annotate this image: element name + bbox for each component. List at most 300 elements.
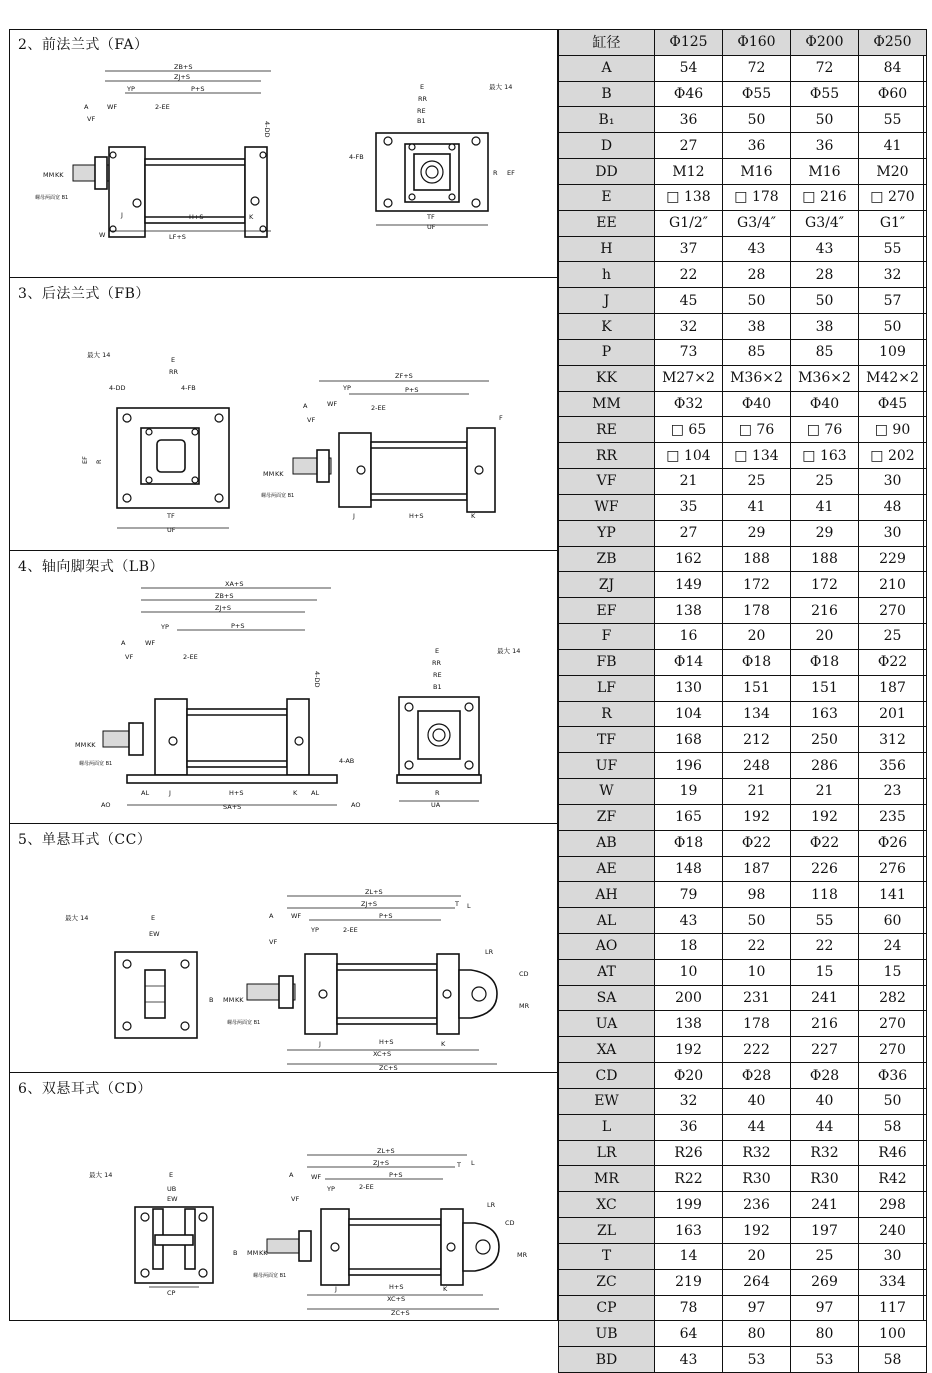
- table-row: [559, 546, 927, 572]
- value-cell: Φ46: [655, 81, 723, 107]
- dimension-label: J: [353, 512, 355, 520]
- value-cell: G1/2″: [655, 210, 723, 236]
- dimension-label: A: [303, 402, 308, 410]
- value-cell: 212: [723, 727, 791, 753]
- value-cell: G3/4″: [791, 210, 859, 236]
- table-row: [559, 1243, 927, 1269]
- value-cell: 45: [655, 288, 723, 314]
- param-name-cell: CD: [559, 1063, 655, 1089]
- dimension-label: CP: [167, 1289, 176, 1297]
- dimension-label: EW: [167, 1195, 178, 1203]
- dimension-label: KK: [55, 171, 64, 179]
- table-row: [559, 1063, 927, 1089]
- dimension-label: KK: [235, 996, 244, 1004]
- value-cell: 196: [655, 753, 723, 779]
- dimension-label: 螺母两面宽 B1: [227, 1020, 261, 1026]
- value-cell: 40: [791, 1088, 859, 1114]
- value-cell: 32: [859, 262, 927, 288]
- value-cell: 20: [723, 1243, 791, 1269]
- dimension-label: MM: [43, 171, 55, 179]
- value-cell: 141: [859, 882, 927, 908]
- param-name-cell: L: [559, 1114, 655, 1140]
- table-row: [559, 856, 927, 882]
- table-header-row: [559, 30, 927, 56]
- table-row: [559, 779, 927, 805]
- dimension-label: WF: [311, 1173, 322, 1181]
- value-cell: 22: [655, 262, 723, 288]
- param-name-cell: UB: [559, 1321, 655, 1347]
- dimension-label: J: [169, 789, 171, 797]
- value-cell: 57: [859, 288, 927, 314]
- value-cell: 20: [723, 624, 791, 650]
- param-name-cell: H: [559, 236, 655, 262]
- dimension-label: R: [435, 789, 440, 797]
- dimension-label: UB: [167, 1185, 177, 1193]
- param-name-cell: KK: [559, 365, 655, 391]
- param-name-cell: AL: [559, 908, 655, 934]
- dimension-label: MR: [519, 1002, 530, 1010]
- value-cell: Φ26: [859, 830, 927, 856]
- dimension-label: MM: [247, 1249, 259, 1257]
- dimension-label: J: [319, 1040, 321, 1048]
- value-cell: M42×2: [859, 365, 927, 391]
- value-cell: □ 163: [791, 443, 859, 469]
- value-cell: 188: [723, 546, 791, 572]
- value-cell: 60: [859, 908, 927, 934]
- axial-foot-drawing: [9, 551, 558, 824]
- value-cell: 229: [859, 546, 927, 572]
- dimension-label: H+S: [409, 512, 424, 520]
- dimension-label: H+S: [189, 213, 204, 221]
- value-cell: 36: [655, 1114, 723, 1140]
- value-cell: Φ18: [655, 830, 723, 856]
- param-name-cell: R: [559, 701, 655, 727]
- dimension-label: ZL+S: [365, 888, 383, 896]
- table-row: [559, 1140, 927, 1166]
- value-cell: 162: [655, 546, 723, 572]
- value-cell: 73: [655, 339, 723, 365]
- table-row: [559, 81, 927, 107]
- dimension-label: AO: [351, 801, 361, 809]
- dimension-label: VF: [269, 938, 278, 946]
- value-cell: 192: [723, 804, 791, 830]
- param-name-cell: F: [559, 624, 655, 650]
- value-cell: 30: [859, 469, 927, 495]
- value-cell: R46: [859, 1140, 927, 1166]
- value-cell: 216: [791, 1011, 859, 1037]
- value-cell: 25: [791, 469, 859, 495]
- table-row: [559, 908, 927, 934]
- dimension-label: KK: [87, 741, 96, 749]
- dimension-label: E: [435, 647, 440, 655]
- value-cell: 10: [723, 959, 791, 985]
- table-row: [559, 1347, 927, 1373]
- value-cell: 23: [859, 779, 927, 805]
- value-cell: 235: [859, 804, 927, 830]
- value-cell: 270: [859, 598, 927, 624]
- table-row: [559, 753, 927, 779]
- dimension-label: LR: [487, 1201, 496, 1209]
- value-cell: 248: [723, 753, 791, 779]
- dimension-label: AO: [101, 801, 111, 809]
- value-cell: R32: [723, 1140, 791, 1166]
- value-cell: □ 90: [859, 417, 927, 443]
- value-cell: 28: [723, 262, 791, 288]
- value-cell: 84: [859, 55, 927, 81]
- value-cell: Φ18: [723, 649, 791, 675]
- dimension-label: F: [499, 414, 503, 422]
- value-cell: Φ40: [723, 391, 791, 417]
- dimension-label: YP: [343, 384, 351, 392]
- value-cell: 38: [791, 314, 859, 340]
- param-name-cell: ZB: [559, 546, 655, 572]
- param-name-cell: UF: [559, 753, 655, 779]
- single-clevis-drawing: [9, 824, 558, 1073]
- dimension-label: B1: [417, 117, 426, 125]
- table-row: [559, 288, 927, 314]
- dimension-label: L: [471, 1159, 475, 1167]
- value-cell: 18: [655, 933, 723, 959]
- table-row: [559, 624, 927, 650]
- param-name-cell: CP: [559, 1295, 655, 1321]
- param-name-cell: VF: [559, 469, 655, 495]
- value-cell: 32: [655, 314, 723, 340]
- value-cell: 163: [655, 1218, 723, 1244]
- value-cell: 38: [723, 314, 791, 340]
- param-name-cell: YP: [559, 520, 655, 546]
- table-row: [559, 1037, 927, 1063]
- value-cell: Φ18: [791, 649, 859, 675]
- value-cell: R32: [791, 1140, 859, 1166]
- value-cell: 58: [859, 1347, 927, 1373]
- dimension-label: AL: [141, 789, 150, 797]
- value-cell: 79: [655, 882, 723, 908]
- param-name-cell: ZL: [559, 1218, 655, 1244]
- param-name-cell: D: [559, 133, 655, 159]
- value-cell: 85: [791, 339, 859, 365]
- value-cell: Φ20: [655, 1063, 723, 1089]
- param-name-cell: RE: [559, 417, 655, 443]
- dimension-label: MM: [263, 470, 275, 478]
- param-name-cell: FB: [559, 649, 655, 675]
- value-cell: Φ22: [859, 649, 927, 675]
- dimension-label: WF: [145, 639, 156, 647]
- value-cell: 270: [859, 1011, 927, 1037]
- value-cell: □ 76: [791, 417, 859, 443]
- dimension-label: K: [293, 789, 298, 797]
- dimension-label: 4-DD: [313, 671, 321, 688]
- value-cell: □ 216: [791, 184, 859, 210]
- dimension-label: E: [169, 1171, 174, 1179]
- param-name-cell: EF: [559, 598, 655, 624]
- dimension-label: ZF+S: [395, 372, 413, 380]
- table-row: [559, 1166, 927, 1192]
- dimension-label: WF: [291, 912, 302, 920]
- table-row: [559, 649, 927, 675]
- dimension-label: E: [151, 914, 156, 922]
- value-cell: 250: [791, 727, 859, 753]
- dimension-label: A: [84, 103, 89, 111]
- dimension-label: R: [95, 459, 103, 464]
- value-cell: □ 178: [723, 184, 791, 210]
- param-name-cell: AB: [559, 830, 655, 856]
- value-cell: □ 270: [859, 184, 927, 210]
- param-name-cell: AT: [559, 959, 655, 985]
- dimension-label: ZJ+S: [373, 1159, 389, 1167]
- value-cell: 50: [859, 1088, 927, 1114]
- value-cell: 14: [655, 1243, 723, 1269]
- param-name-cell: EW: [559, 1088, 655, 1114]
- value-cell: 53: [723, 1347, 791, 1373]
- param-name-cell: WF: [559, 494, 655, 520]
- value-cell: 172: [723, 572, 791, 598]
- dimension-label: E: [420, 83, 425, 91]
- dimension-label: VF: [291, 1195, 300, 1203]
- dimension-label: K: [249, 213, 254, 221]
- dimension-label: TF: [427, 213, 435, 221]
- param-name-cell: EE: [559, 210, 655, 236]
- value-cell: 100: [859, 1321, 927, 1347]
- value-cell: 36: [791, 133, 859, 159]
- dimension-label: 2-EE: [155, 103, 170, 111]
- value-cell: 24: [859, 933, 927, 959]
- rear-flange-drawing: [9, 278, 558, 551]
- section-rear-flange: [9, 278, 558, 551]
- dimension-label: EF: [81, 456, 89, 464]
- dimension-label: RR: [432, 659, 442, 667]
- param-name-cell: BD: [559, 1347, 655, 1373]
- dimension-label: VF: [125, 653, 134, 661]
- dimension-label: A: [289, 1171, 294, 1179]
- value-cell: 43: [655, 908, 723, 934]
- value-cell: 138: [655, 598, 723, 624]
- value-cell: 21: [791, 779, 859, 805]
- dimension-label: 4-FB: [181, 384, 196, 392]
- value-cell: 138: [655, 1011, 723, 1037]
- param-name-cell: TF: [559, 727, 655, 753]
- value-cell: 200: [655, 985, 723, 1011]
- value-cell: 55: [859, 236, 927, 262]
- param-name-cell: DD: [559, 159, 655, 185]
- param-name-cell: SA: [559, 985, 655, 1011]
- dimension-label: 4-DD: [109, 384, 126, 392]
- value-cell: 28: [791, 262, 859, 288]
- value-cell: Φ22: [723, 830, 791, 856]
- dimension-label: WF: [107, 103, 118, 111]
- dimension-table: [558, 29, 927, 1373]
- value-cell: 109: [859, 339, 927, 365]
- section-double-clevis: [9, 1073, 558, 1321]
- value-cell: G3/4″: [723, 210, 791, 236]
- value-cell: 151: [791, 675, 859, 701]
- value-cell: 25: [791, 1243, 859, 1269]
- dimension-label: B: [209, 996, 214, 1004]
- table-row: [559, 1321, 927, 1347]
- value-cell: 72: [791, 55, 859, 81]
- value-cell: 236: [723, 1192, 791, 1218]
- value-cell: Φ36: [859, 1063, 927, 1089]
- value-cell: □ 104: [655, 443, 723, 469]
- table-row: [559, 572, 927, 598]
- value-cell: 50: [791, 107, 859, 133]
- value-cell: M12: [655, 159, 723, 185]
- dimension-label: 2-EE: [183, 653, 198, 661]
- section-title: 6、双悬耳式（CD）: [18, 1081, 152, 1097]
- value-cell: 270: [859, 1037, 927, 1063]
- table-row: [559, 133, 927, 159]
- dimension-label: YP: [161, 623, 169, 631]
- dimension-label: ZB+S: [215, 592, 234, 600]
- table-row: [559, 159, 927, 185]
- table-row: [559, 210, 927, 236]
- dimension-label: RR: [169, 368, 179, 376]
- value-cell: 241: [791, 985, 859, 1011]
- value-cell: 78: [655, 1295, 723, 1321]
- value-cell: M20: [859, 159, 927, 185]
- param-name-cell: P: [559, 339, 655, 365]
- value-cell: 50: [723, 908, 791, 934]
- section-title: 5、单悬耳式（CC）: [18, 832, 152, 848]
- dimension-label: W: [99, 231, 106, 239]
- value-cell: 55: [859, 107, 927, 133]
- value-cell: G1″: [859, 210, 927, 236]
- dimension-label: CD: [519, 970, 529, 978]
- value-cell: 32: [655, 1088, 723, 1114]
- param-name-cell: MR: [559, 1166, 655, 1192]
- table-row: [559, 314, 927, 340]
- value-cell: 104: [655, 701, 723, 727]
- value-cell: Φ28: [791, 1063, 859, 1089]
- value-cell: □ 76: [723, 417, 791, 443]
- table-row: [559, 1269, 927, 1295]
- dimension-label: 最大 14: [89, 1171, 113, 1179]
- value-cell: 163: [791, 701, 859, 727]
- dimension-label: AL: [311, 789, 320, 797]
- value-cell: 20: [791, 624, 859, 650]
- value-cell: 22: [791, 933, 859, 959]
- value-cell: 165: [655, 804, 723, 830]
- dimension-label: ZJ+S: [361, 900, 377, 908]
- dimension-label: K: [441, 1040, 446, 1048]
- dimension-label: J: [335, 1285, 337, 1293]
- dimension-label: MM: [75, 741, 87, 749]
- dimension-label: 螺母两面宽 B1: [261, 493, 295, 499]
- value-cell: Φ28: [723, 1063, 791, 1089]
- value-cell: 216: [791, 598, 859, 624]
- dimension-label: 4-AB: [339, 757, 355, 765]
- dimension-label: RE: [417, 107, 426, 115]
- dimension-label: P+S: [379, 912, 393, 920]
- value-cell: 50: [723, 107, 791, 133]
- dimension-label: 螺母两面宽 B1: [79, 761, 113, 767]
- param-name-cell: XC: [559, 1192, 655, 1218]
- table-row: [559, 469, 927, 495]
- value-cell: 50: [791, 288, 859, 314]
- value-cell: 53: [791, 1347, 859, 1373]
- value-cell: 356: [859, 753, 927, 779]
- value-cell: M16: [723, 159, 791, 185]
- table-row: [559, 933, 927, 959]
- value-cell: Φ55: [791, 81, 859, 107]
- value-cell: M27×2: [655, 365, 723, 391]
- dimension-label: CD: [505, 1219, 515, 1227]
- value-cell: 16: [655, 624, 723, 650]
- value-cell: 15: [791, 959, 859, 985]
- dimension-label: YP: [327, 1185, 335, 1193]
- value-cell: 25: [723, 469, 791, 495]
- dimension-label: H+S: [229, 789, 244, 797]
- value-cell: 227: [791, 1037, 859, 1063]
- value-cell: □ 138: [655, 184, 723, 210]
- section-title: 2、前法兰式（FA）: [18, 37, 149, 53]
- section-single-clevis: [9, 824, 558, 1073]
- dimension-label: ZB+S: [174, 63, 193, 71]
- value-cell: 241: [791, 1192, 859, 1218]
- value-cell: 43: [723, 236, 791, 262]
- value-cell: 286: [791, 753, 859, 779]
- dimension-label: 螺母两面宽 B1: [253, 1273, 287, 1279]
- dimension-label: 最大 14: [489, 83, 513, 91]
- dimension-label: 螺母两面宽 B1: [35, 195, 69, 201]
- value-cell: 130: [655, 675, 723, 701]
- value-cell: □ 65: [655, 417, 723, 443]
- value-cell: M36×2: [791, 365, 859, 391]
- dimension-label: UF: [167, 526, 176, 534]
- dimension-label: MM: [223, 996, 235, 1004]
- value-cell: 54: [655, 55, 723, 81]
- param-name-cell: UA: [559, 1011, 655, 1037]
- value-cell: 10: [655, 959, 723, 985]
- value-cell: 178: [723, 1011, 791, 1037]
- value-cell: 41: [723, 494, 791, 520]
- value-cell: 29: [723, 520, 791, 546]
- value-cell: 276: [859, 856, 927, 882]
- param-name-cell: AE: [559, 856, 655, 882]
- dimension-label: P+S: [231, 622, 245, 630]
- section-axial-foot: [9, 551, 558, 824]
- table-row: [559, 1088, 927, 1114]
- dimension-label: 最大 14: [497, 647, 521, 655]
- value-cell: 35: [655, 494, 723, 520]
- table-row: [559, 830, 927, 856]
- table-row: [559, 417, 927, 443]
- value-cell: 226: [791, 856, 859, 882]
- dimension-label: 最大 14: [65, 914, 89, 922]
- header-label-cell: 缸径: [559, 30, 655, 56]
- value-cell: 30: [859, 520, 927, 546]
- value-cell: 30: [859, 1243, 927, 1269]
- dimension-label: EW: [149, 930, 160, 938]
- dimension-label: 4-DD: [263, 121, 271, 138]
- value-cell: M36×2: [723, 365, 791, 391]
- value-cell: 219: [655, 1269, 723, 1295]
- table-row: [559, 107, 927, 133]
- dimension-label: ZC+S: [391, 1309, 410, 1317]
- table-row: [559, 675, 927, 701]
- value-cell: R30: [791, 1166, 859, 1192]
- value-cell: 97: [791, 1295, 859, 1321]
- value-cell: Φ55: [723, 81, 791, 107]
- value-cell: 50: [859, 314, 927, 340]
- table-row: [559, 184, 927, 210]
- value-cell: 40: [723, 1088, 791, 1114]
- param-name-cell: ZF: [559, 804, 655, 830]
- table-row: [559, 443, 927, 469]
- value-cell: 80: [723, 1321, 791, 1347]
- value-cell: 21: [723, 779, 791, 805]
- value-cell: 36: [655, 107, 723, 133]
- dimension-label: E: [171, 356, 176, 364]
